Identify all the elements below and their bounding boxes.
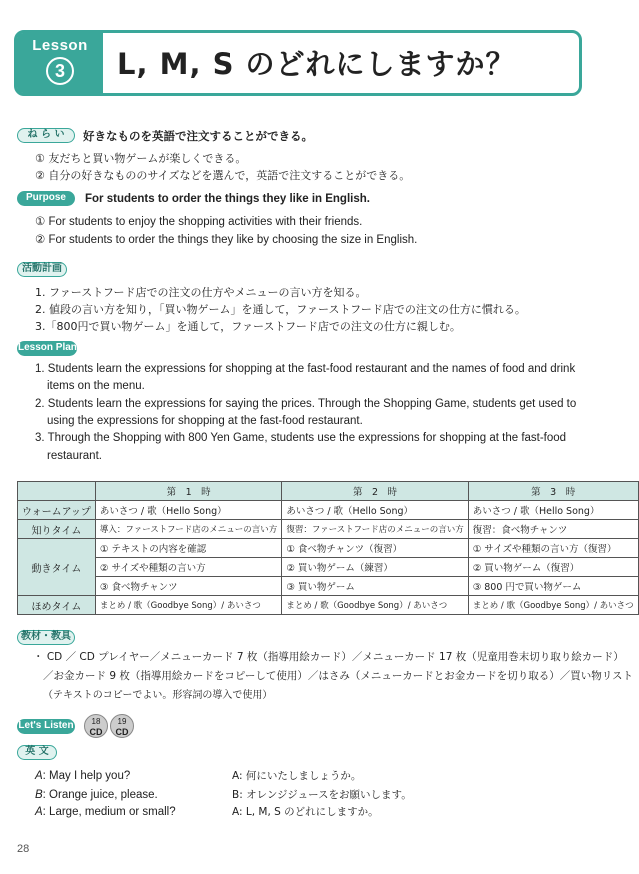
table-cell: ① テキストの内容を確認 [95,539,281,558]
dialogue-en-line [35,788,158,802]
table-cell: まとめ / 歌（Goodbye Song）/ あいさつ [95,596,281,615]
materials-line: ／お金カード 9 枚（指導用絵カードをコピーして使用）／はさみ（メニューカードとお金カードを切り取る）／買い物リスト [43,670,634,682]
activity-plan-tag: 活動計画 [17,262,67,277]
dialogue-en-line [35,805,176,819]
table-cell: ① 食べ物チャンツ（復習） [282,539,468,558]
table-cell: ② 買い物ゲーム（練習） [282,558,468,577]
table-cell: あいさつ / 歌（Hello Song） [95,501,281,520]
dialogue-ja-line: B: オレンジジュースをお願いします。 [232,789,412,801]
lesson-plan-line: restaurant. [47,450,102,462]
table-cell: 復習：ファーストフード店のメニューの言い方 [282,520,468,539]
table-cell: ③ 800 円で買い物ゲーム [468,577,638,596]
dialogue-speaker: B [35,789,43,801]
activity-plan-item: 3.「800円で買い物ゲーム」を通して，ファーストフード店での注文の仕方に親しむ。 [35,320,461,333]
lesson-badge [17,33,103,93]
phase-label: 動きタイム [18,539,96,596]
aim-item: ② 自分の好きなもののサイズなどを選んで，英語で注文することができる。 [35,169,411,182]
lesson-plan-line: 1. Students learn the expressions for shopping at the fast-food restaurant and the names of food and drink [35,363,576,375]
column-header: 第 1 時 [95,482,281,501]
lesson-plan-line: 2. Students learn the expressions for saying the prices. Through the Shopping Game, students get used to [35,398,577,410]
lesson-header [14,30,582,96]
phase-label: 知りタイム [18,520,96,539]
table-row [18,520,639,539]
column-header: 第 2 時 [282,482,468,501]
materials-tag: 教材・教具 [17,630,75,645]
table-cell: 復習：食べ物チャンツ [468,520,638,539]
lesson-plan-line: using the expressions for shopping at the fast-food restaurant. [47,415,363,427]
table-cell: まとめ / 歌（Goodbye Song）/ あいさつ [282,596,468,615]
materials-line: ・ CD ／ CD プレイヤー／メニューカード 7 枚（指導用絵カード）／メニューカード 17 枚（児童用巻末切り取り絵カード） [33,651,624,663]
dialogue-text: : Orange juice, please. [42,789,158,801]
lesson-plan-tag: Lesson Plan [17,341,77,356]
lets-listen-tag: Let's Listen [17,719,75,734]
dialogue-ja-line: A: 何にいたしましょうか。 [232,770,362,782]
phase-label: ほめタイム [18,596,96,615]
materials-line: （テキストのコピーでよい。形容詞の導入で使用） [43,690,273,701]
purpose-tag: Purpose [17,191,75,206]
column-header: 第 3 時 [468,482,638,501]
lesson-label: Lesson [32,37,88,54]
cd-label: CD [89,727,103,737]
table-row [18,501,639,520]
table-cell: ② サイズや種類の言い方 [95,558,281,577]
dialogue-speaker: A [35,806,43,818]
table-cell: ③ 買い物ゲーム [282,577,468,596]
aim-item: ① 友だちと買い物ゲームが楽しくできる。 [35,152,247,165]
activity-plan-item: 1. ファーストフード店での注文の仕方やメニューの言い方を知る。 [35,286,367,299]
table-row [18,539,639,558]
cd-track-icon[interactable] [110,714,134,738]
dialogue-en-line [35,769,130,783]
cd-track-icon[interactable] [84,714,108,738]
table-header-row [18,482,639,501]
phase-label: ウォームアップ [18,501,96,520]
cd-label: CD [115,727,129,737]
lesson-number: 3 [46,57,74,85]
purpose-item: ① For students to enjoy the shopping activities with their friends. [35,216,363,228]
table-cell: ① サイズや種類の言い方（復習） [468,539,638,558]
cd-track-number: 18 [91,717,101,726]
dialogue-speaker: A [35,770,43,782]
purpose-heading: For students to order the things they like in English. [85,193,370,205]
schedule-table [17,481,639,615]
purpose-item: ② For students to order the things they like by choosing the size in English. [35,234,418,246]
cd-track-number: 19 [117,717,127,726]
table-cell: ③ 食べ物チャンツ [95,577,281,596]
table-cell: まとめ / 歌（Goodbye Song）/ あいさつ [468,596,638,615]
lesson-title: L, M, S のどれにしますか？ [117,47,516,81]
dialogue-text: : May I help you? [42,770,131,782]
table-row [18,558,639,577]
page-number: 28 [17,843,30,855]
dialogue-ja-line: A: L, M, S のどれにしますか。 [232,806,379,818]
activity-plan-item: 2. 値段の言い方を知り，「買い物ゲーム」を通して，ファーストフード店での注文の仕方に慣れる。 [35,303,526,316]
dialogue-tag: 英 文 [17,745,57,760]
table-row [18,596,639,615]
table-cell: ② 買い物ゲーム（復習） [468,558,638,577]
table-corner [18,482,96,501]
lesson-plan-line: items on the menu. [47,380,145,392]
table-row [18,577,639,596]
aim-tag: ね ら い [17,128,75,143]
dialogue-text: : Large, medium or small? [42,806,176,818]
table-cell: あいさつ / 歌（Hello Song） [468,501,638,520]
lesson-plan-line: 3. Through the Shopping with 800 Yen Game, students use the expressions for shopping at the fast-food [35,432,567,444]
table-cell: あいさつ / 歌（Hello Song） [282,501,468,520]
table-cell: 導入：ファーストフード店のメニューの言い方 [95,520,281,539]
aim-heading: 好きなものを英語で注文することができる。 [83,129,313,143]
